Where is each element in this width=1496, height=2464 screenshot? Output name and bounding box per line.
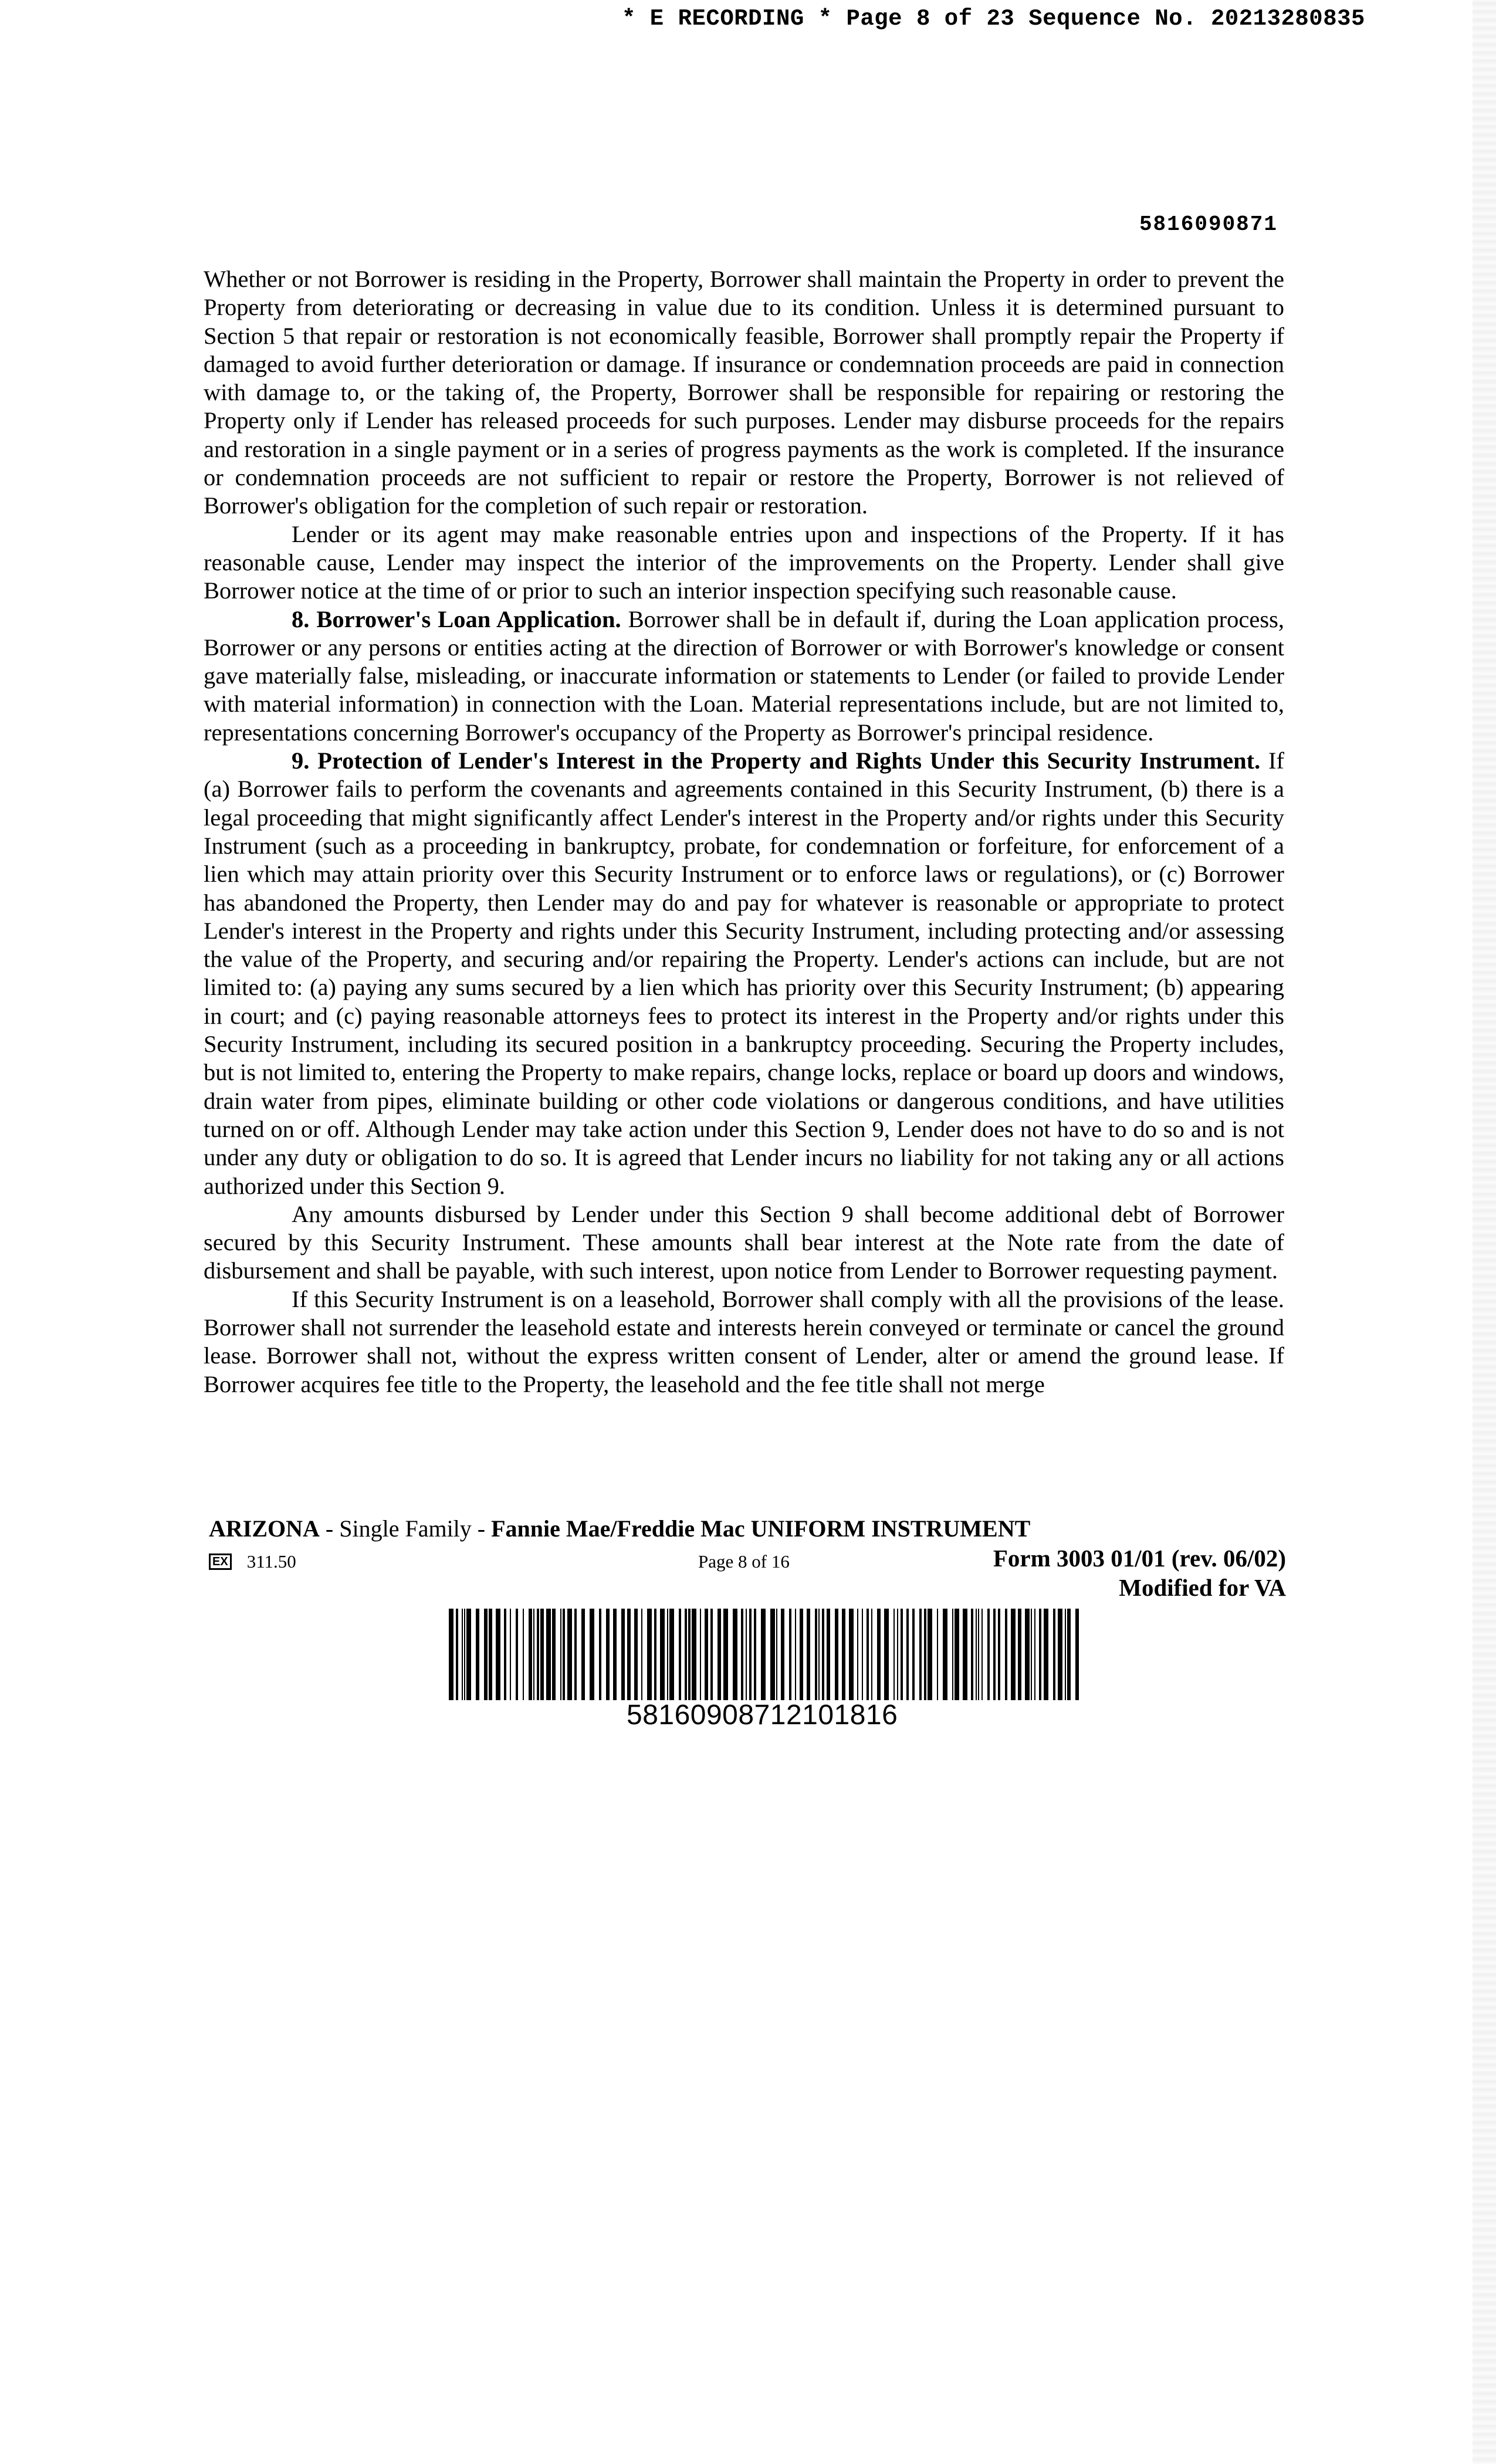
barcode-bar [749,1609,752,1700]
barcode-bar [692,1609,696,1700]
barcode-bar [574,1609,577,1700]
barcode-bar [660,1609,665,1700]
barcode-bar [971,1609,973,1700]
barcode-bar [795,1609,796,1700]
loan-number: 5816090871 [1139,212,1278,236]
barcode-bar [476,1609,479,1700]
barcode-bar [924,1609,926,1700]
barcode-bar [529,1609,532,1700]
barcode-bar [893,1609,895,1700]
barcode-bar [560,1609,561,1700]
barcode-bar [781,1609,784,1700]
footer-modified: Modified for VA [1119,1574,1286,1601]
barcode-bar [546,1609,551,1700]
footer-state: ARIZONA [209,1515,320,1542]
barcode-bar [1011,1609,1016,1700]
barcode-bar [998,1609,1000,1700]
barcode-bar [815,1609,817,1700]
barcode-bar [1075,1609,1079,1700]
section-9-heading: 9. Protection of Lender's Interest in the Property and Rights Under this Security Instrument. [292,747,1261,774]
paragraph-leasehold: If this Security Instrument is on a leasehold, Borrower shall comply with all the provisions of the lease. Borrower shall not surrender the leasehold estate and interests herein conveyed or terminate or cancel the ground lease. Borrower shall not, without the express written consent of Lender, alter or amend the ground lease. If Borrower acquires fee title to the Property, the leasehold and the fee title shall not merge [204,1285,1284,1397]
barcode-bar [993,1609,996,1700]
section-9-text: If (a) Borrower fails to perform the covenants and agreements contained in this Security Instrument, (b) there is a legal proceeding that might significantly affect Lender's interest in the Property and/or rights under this Security Instrument (such as a proceeding in bankruptcy, probate, for condemnation or forfeiture, for enforcement of a lien which may attain priority over this Security Instrument or to enforce laws or regulations), or (c) Borrower has abandoned the Property, then Lender may do and pay for whatever is reasonable or appropriate to protect Lender's interest in the Property and rights under this Security Instrument, including protecting and/or assessing the value of the Property, and securing and/or repairing the Property. Lender's actions can include, but are not limited to: (a) paying any sums secured by a lien which has priority over this Security Instrument; (b) appearing in court; and (c) paying reasonable attorneys fees to protect its interest in the Property and/or rights under this Security Instrument, including its secured position in a bankruptcy proceeding. Securing the Property includes, but is not limited to, entering the Property to make repairs, change locks, replace or board up doors and windows, drain water from pipes, eliminate building or other code violations or dangerous conditions, and have utilities turned on or off. Although Lender may take action under this Section 9, Lender does not have to do so and is not under any duty or obligation to do so. It is agreed that Lender incurs no liability for not taking any or all actions authorized under this Section 9. [204,747,1284,1199]
barcode-bar [789,1609,791,1700]
barcode-bar [1005,1609,1007,1700]
barcode-bar [897,1609,898,1700]
footer-form-number: Form 3003 01/01 (rev. 06/02) [993,1545,1286,1572]
barcode-number: 58160908712101816 [627,1700,898,1731]
barcode-bar [919,1609,922,1700]
section-8 [204,605,1284,747]
barcode-bar [705,1609,708,1700]
barcode [449,1609,1081,1700]
barcode-bar [906,1609,909,1700]
barcode-bar [464,1609,465,1700]
paragraph-amounts: Any amounts disbursed by Lender under this Section 9 shall become additional debt of Borrower secured by this Security Instrument. These amounts shall bear interest at the Note rate from the date of disbursement and shall be payable, with such interest, upon notice from Lender to Borrower requesting payment. [204,1200,1284,1284]
footer-family: - Single Family - [319,1515,492,1542]
barcode-bar [466,1609,471,1700]
barcode-bar [884,1609,889,1700]
barcode-bar [963,1609,967,1700]
barcode-bar [540,1609,544,1700]
barcode-bar [641,1609,642,1700]
barcode-bar [976,1609,977,1700]
ex-badge-icon: EX [209,1553,232,1570]
barcode-bar [1039,1609,1041,1700]
barcode-bar [627,1609,631,1700]
barcode-bar [937,1609,938,1700]
barcode-bar [654,1609,656,1700]
footer-form-title [209,1515,1030,1542]
barcode-bar [770,1609,775,1700]
barcode-bar [1053,1609,1055,1700]
barcode-bar [717,1609,721,1700]
paragraph-maintenance: Whether or not Borrower is residing in the Property, Borrower shall maintain the Property in order to prevent the Property from deteriorating or decreasing in value due to its condition. Unless it is determined pursuant to Section 5 that repair or restoration is not economically feasible, Borrower shall promptly repair the Property if damaged to avoid further deterioration or damage. If insurance or condemnation proceeds are paid in connection with damage to, or the taking of, the Property, Borrower shall be responsible for repairing or restoring the Property only if Lender has released proceeds for such purposes. Lender may disburse proceeds for the repairs and restoration in a single payment or in a series of progress payments as the work is completed. If the insurance or condemnation proceeds are not sufficient to repair or restore the Property, Borrower is not relieved of Borrower's obligation for the completion of such repair or restoration. [204,266,1284,519]
barcode-bar [952,1609,953,1700]
barcode-bar [1058,1609,1062,1700]
barcode-bar [667,1609,668,1700]
barcode-bar [590,1609,594,1700]
barcode-bar [1065,1609,1066,1700]
barcode-bar [516,1609,518,1700]
barcode-bar [679,1609,681,1700]
recording-header: * E RECORDING * Page 8 of 23 Sequence No. 20213280835 [622,6,1365,32]
barcode-bar [1018,1609,1021,1700]
barcode-bar [563,1609,565,1700]
barcode-bar [567,1609,572,1700]
barcode-bar [581,1609,585,1700]
barcode-bar [746,1609,747,1700]
barcode-bar [912,1609,915,1700]
barcode-bar [710,1609,713,1700]
barcode-bar [723,1609,728,1700]
barcode-bar [523,1609,524,1700]
barcode-bar [1044,1609,1048,1700]
barcode-bar [1025,1609,1030,1700]
paragraph-inspection: Lender or its agent may make reasonable entries upon and inspections of the Property. If it has reasonable cause, Lender may inspect the interior of the improvements on the Property. Lender shall give Borrower notice at the time of or prior to such an interior inspection specifying such reasonable cause. [204,520,1284,604]
barcode-bar [818,1609,820,1700]
barcode-bar [510,1609,511,1700]
barcode-bar [647,1609,652,1700]
barcode-bar [634,1609,638,1700]
barcode-bar [599,1609,601,1700]
barcode-bar [613,1609,617,1700]
barcode-bar [688,1609,691,1700]
barcode-bar [978,1609,979,1700]
barcode-bar [606,1609,610,1700]
barcode-bar [807,1609,810,1700]
barcode-bar [871,1609,872,1700]
barcode-bar [862,1609,863,1700]
scan-edge [1473,0,1496,2464]
barcode-bar [449,1609,453,1700]
barcode-bar [822,1609,824,1700]
barcode-bar [776,1609,777,1700]
barcode-bar [462,1609,463,1700]
barcode-bar [955,1609,959,1700]
barcode-bar [928,1609,932,1700]
barcode-bar [685,1609,687,1700]
barcode-bar [537,1609,539,1700]
footer-page-number: Page 8 of 16 [698,1551,790,1572]
barcode-bar [533,1609,534,1700]
barcode-bar [504,1609,506,1700]
barcode-bar [669,1609,674,1700]
barcode-bar [877,1609,881,1700]
barcode-bar [754,1609,756,1700]
barcode-bar [761,1609,766,1700]
barcode-bar [1031,1609,1032,1700]
barcode-bar [842,1609,845,1700]
footer-instrument: Fannie Mae/Freddie Mac UNIFORM INSTRUMENT [491,1515,1031,1542]
footer-code: 311.50 [246,1551,296,1572]
barcode-bar [867,1609,869,1700]
barcode-bar [456,1609,458,1700]
barcode-bar [484,1609,488,1700]
barcode-bar [827,1609,830,1700]
barcode-bar [700,1609,701,1700]
section-8-text: Borrower shall be in default if, during the Loan application process, Borrower or any persons or entities acting at the direction of Borrower or with Borrower's knowledge or consent gave materially false, misleading, or inaccurate information or statements to Lender (or failed to provide Lender with material information) in connection with the Loan. Material representations include, but are not limited to, representations concerning Borrower's occupancy of the Property as Borrower's principal residence. [204,605,1284,746]
barcode-bar [800,1609,803,1700]
barcode-bar [733,1609,737,1700]
barcode-bar [981,1609,983,1700]
document-body [204,265,1284,1399]
barcode-bar [489,1609,492,1700]
barcode-bar [621,1609,625,1700]
section-9 [204,747,1284,1200]
barcode-bar [943,1609,947,1700]
footer-form-code [209,1551,296,1572]
barcode-bar [496,1609,500,1700]
barcode-bar [835,1609,838,1700]
barcode-bar [741,1609,743,1700]
barcode-bar [857,1609,858,1700]
barcode-bar [1067,1609,1071,1700]
section-8-heading: 8. Borrower's Loan Application. [292,605,621,632]
barcode-bar [901,1609,903,1700]
barcode-bar [552,1609,556,1700]
barcode-bar [987,1609,990,1700]
barcode-bar [1034,1609,1035,1700]
barcode-bar [849,1609,854,1700]
